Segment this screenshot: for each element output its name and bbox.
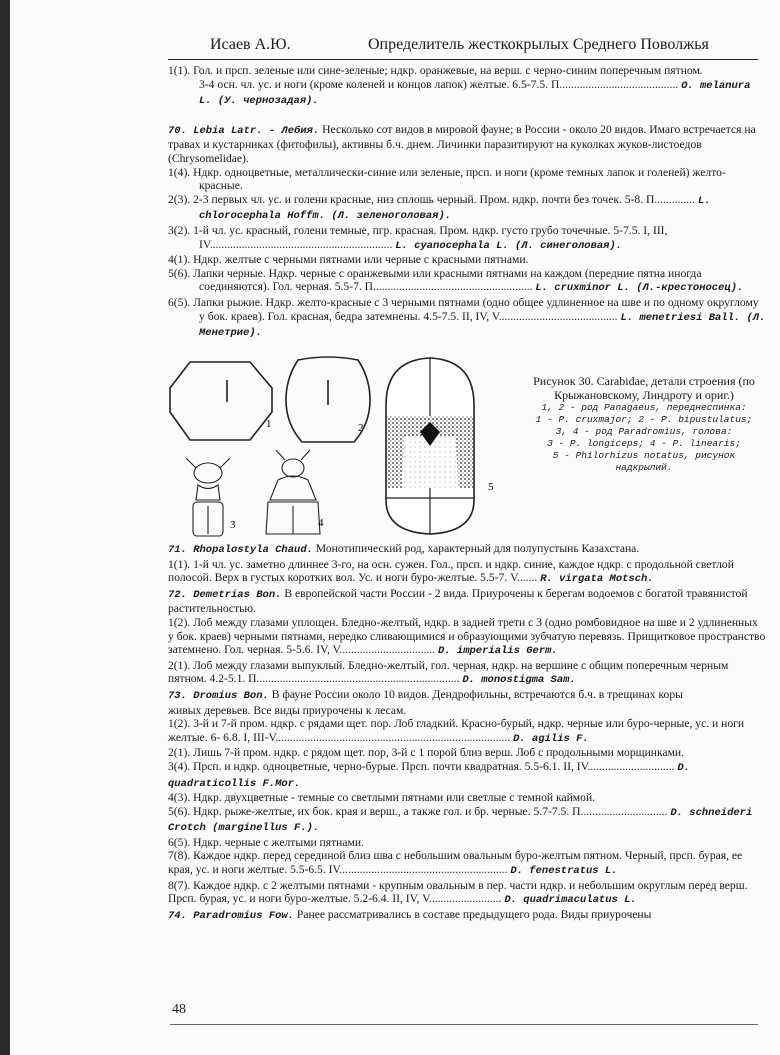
key-line: 2(3). 2-3 первых чл. ус. и голени красные, низ сплошь черный. Пром. ндкр. почти без точек. 5-8. П.............. L. chlorocephala Hoffm. (Л. зеленоголовая). (168, 192, 711, 223)
genus-paragraph: 74. Paradromius Fow. Ранее рассматривались в составе предыдущего рода. Виды приурочены (168, 907, 652, 922)
genus-heading: 72. Demetrias Bon. (168, 588, 282, 601)
figure-label-1: 1 (266, 418, 272, 430)
key-line: 8(7). Каждое ндкр. с 2 желтыми пятнами - крупным овальным в пер. части ндкр. и небольшим округлым перед верш. Прсп. бурая, ус. и ноги буро-желтые. 5.2-6.4. II, IV, V......................... D. quadrimaculatus L. (168, 878, 748, 907)
figure-label-4: 4 (318, 517, 324, 529)
species-name: L. menetriesi Ball. (Л. Менетрие). (199, 311, 766, 340)
key-text-top (168, 64, 766, 341)
caption-line: 3 - P. longiceps; 4 - P. linearis; (547, 438, 741, 449)
species-name: D. quadrimaculatus L. (504, 894, 637, 907)
key-line: 5(6). Ндкр. рыже-желтые, их бок. края и верш., а также гол. и бр. черные. 5.7-7.5. П.............................. D. schneideri Crotch (marginellus F.). (168, 804, 753, 835)
genus-heading: 70. Lebia Latr. - Лебия. (168, 124, 320, 137)
species-name: D. agilis F. (513, 732, 589, 745)
key-line: 4(1). Ндкр. желтые с черными пятнами или черные с красными пятнами. (168, 253, 529, 267)
head-drawing-3 (186, 458, 230, 536)
species-name: D. monostigma Sam. (462, 674, 576, 687)
key-line: 4(3). Ндкр. двухцветные - темные со светлыми пятнами или светлые с темной каймой. (168, 791, 596, 805)
key-line: 1(4). Ндкр. одноцветные, металлически-синие или зеленые, прсп. и ноги (кроме темных лапок и голеней) желто-красные. (168, 165, 726, 193)
genus-paragraph: 71. Rhopalostyla Chaud. Монотипический род, характерный для полупустынь Казахстана. (168, 542, 640, 556)
figure-label-5: 5 (488, 481, 494, 493)
figure-caption (526, 374, 762, 474)
key-line: 2(1). Лишь 7-й пром. ндкр. с рядом щет. пор, 3-й с 1 порой близ верш. Лоб с продольными морщинками. (168, 746, 685, 760)
species-name: R. virgata Motsch. (540, 573, 654, 586)
key-text-bottom (168, 542, 766, 923)
species-name: D. imperialis Germ. (438, 645, 558, 658)
figure-label-2: 2 (358, 422, 364, 434)
key-line: 3(2). 1-й чл. ус. красный, голени темные, пгр. красная. Пром. ндкр. густо грубо точечные. 5-7.5. I, III, IV............................................................... L. cyanocephala L. (Л. синеголовая). (168, 223, 668, 252)
key-line: 1(1). Гол. и прсп. зеленые или сине-зеленые; ндкр. оранжевые, на верш. с черно-синим поперечным пятном. (168, 64, 703, 77)
header-rule (168, 59, 758, 60)
pronotum-drawing-1 (170, 362, 272, 440)
key-line: 6(5). Ндкр. черные с желтыми пятнами. (168, 835, 364, 849)
species-name: L. cyanocephala L. (Л. синеголовая). (395, 239, 623, 252)
genus-paragraph: 72. Demetrias Bon. В европейской части России - 2 вида. Приурочены к берегам водоемов с богатой травянистой растительностью. (168, 586, 748, 616)
scan-edge (0, 0, 10, 1055)
key-line: 3-4 осн. чл. ус. и ноги (кроме коленей и концов лапок) желтые. 6.5-7.5. П......................................... O. melanura L. (У. чернозадая). (199, 77, 751, 108)
elytra-drawing-5 (386, 358, 474, 534)
caption-line: 1, 2 - род Panagaeus, переднеспинка: (541, 402, 747, 413)
header-title: Определитель жесткокрылых Среднего Поволжья (368, 36, 709, 53)
key-line: 7(8). Каждое ндкр. перед серединой близ шва с небольшим овальным буро-желтым пятном. Черный, прсп. бурая, ее края, ус. и ноги желтые. 5.5-6.5. IV.......................................................... D. fenestratus L. (168, 849, 743, 878)
genus-heading: 73. Dromius Bon. (168, 689, 269, 702)
species-name: D. quadraticollis F.Mor. (168, 761, 690, 790)
caption-line: 1 - P. cruxmajor; 2 - P. bipustulatus; (535, 414, 753, 425)
species-name: L. chlorocephala Hoffm. (Л. зеленоголовая). (199, 194, 711, 223)
genus-heading: 71. Rhopalostyla Chaud. (168, 544, 313, 556)
key-line: 5(6). Лапки черные. Ндкр. черные с оранжевыми или красными пятнами на каждом (передние пятна иногда соединяются). Гол. черная. 5.5-7. П....................................................... L. cruxminor L. (Л.-крестоносец). (168, 266, 744, 295)
genus-paragraph: 73. Dromius Bon. В фауне России около 10 видов. Дендрофильны, встречаются б.ч. в трещинах коры (168, 687, 683, 702)
figure-30 (168, 350, 768, 540)
bottom-rule (170, 1024, 758, 1025)
species-name: O. melanura L. (У. чернозадая). (199, 79, 751, 108)
key-line: 2(1). Лоб между глазами выпуклый. Бледно-желтый, гол. черная, ндкр. на вершине с общим поперечным черным пятном. 4.2-5.1. П...................................................................... D. monostigma Sam. (168, 658, 729, 687)
header-author: Исаев А.Ю. (210, 36, 291, 53)
page-header (170, 36, 755, 60)
key-line: 1(2). Лоб между глазами уплощен. Бледно-желтый, ндкр. в задней трети с 3 (одно ромбовидное на шве и 2 удлиненных у бок. краев) черными пятнами, нередко сливающимися и образующими зубчатую перевязь. Прищитковое пространство затемнено. Гол. черная. 5-5.6. IV, V................................. D. imperialis Germ. (168, 615, 766, 658)
head-drawing-4 (266, 450, 320, 534)
caption-title: Рисунок 30. Carabidae, детали строения (по Крыжановскому, Линдроту и ориг.) (533, 374, 755, 402)
species-synonym: (marginellus F.). (205, 822, 320, 835)
caption-line: 5 - Philorhizus notatus, рисунок надкрылий. (552, 450, 736, 473)
species-name: D. schneideri Crotch (168, 806, 753, 835)
key-line: 6(5). Лапки рыжие. Ндкр. желто-красные с 3 черными пятнами (одно общее удлиненное на шве и по одному округлому у бок. краев). Гол. красная, бедра затемнены. 4.5-7.5. II, IV, V......................................... L. menetriesi Ball. (Л. Менетрие). (168, 295, 766, 340)
key-line: 3(4). Прсп. и ндкр. одноцветные, черно-бурые. Прсп. почти квадратная. 5.5-6.1. II, IV.............................. D. quadraticollis F.Mor. (168, 759, 690, 790)
key-line: 1(1). 1-й чл. ус. заметно длиннее 3-го, на осн. сужен. Гол., прсп. и ндкр. синие, каждое ндкр. с продольной светлой полосой. Верх в густых коротких вол. Ус. и ноги буро-желтые. 5.5-7. V....... R. virgata Motsch. (168, 557, 734, 586)
key-line: живых деревьев. Все виды приурочены к лесам. (168, 703, 407, 717)
genus-paragraph: 70. Lebia Latr. - Лебия. Несколько сот видов в мировой фауне; в России - около 20 видов. Имаго встречается на травах и кустарниках (фитофилы), активны б.ч. днем. Личинки паразитируют на куколках жуков-листоедов (Chrysomelidae). (168, 122, 756, 165)
genus-heading: 74. Paradromius Fow. (168, 909, 295, 922)
key-line: 1(2). 3-й и 7-й пром. ндкр. с рядами щет. пор. Лоб гладкий. Красно-бурый, ндкр. черные или буро-черные, ус. и ноги желтые. 6- 6.8. I, III-V................................................................................. D. agilis F. (168, 717, 745, 745)
figure-label-3: 3 (230, 519, 236, 531)
species-name: L. cruxminor L. (Л.-крестоносец). (535, 282, 744, 295)
page-number: 48 (172, 1002, 186, 1017)
caption-line: 3, 4 - род Paradromius, голова: (555, 426, 733, 437)
species-name: D. fenestratus L. (510, 865, 618, 878)
